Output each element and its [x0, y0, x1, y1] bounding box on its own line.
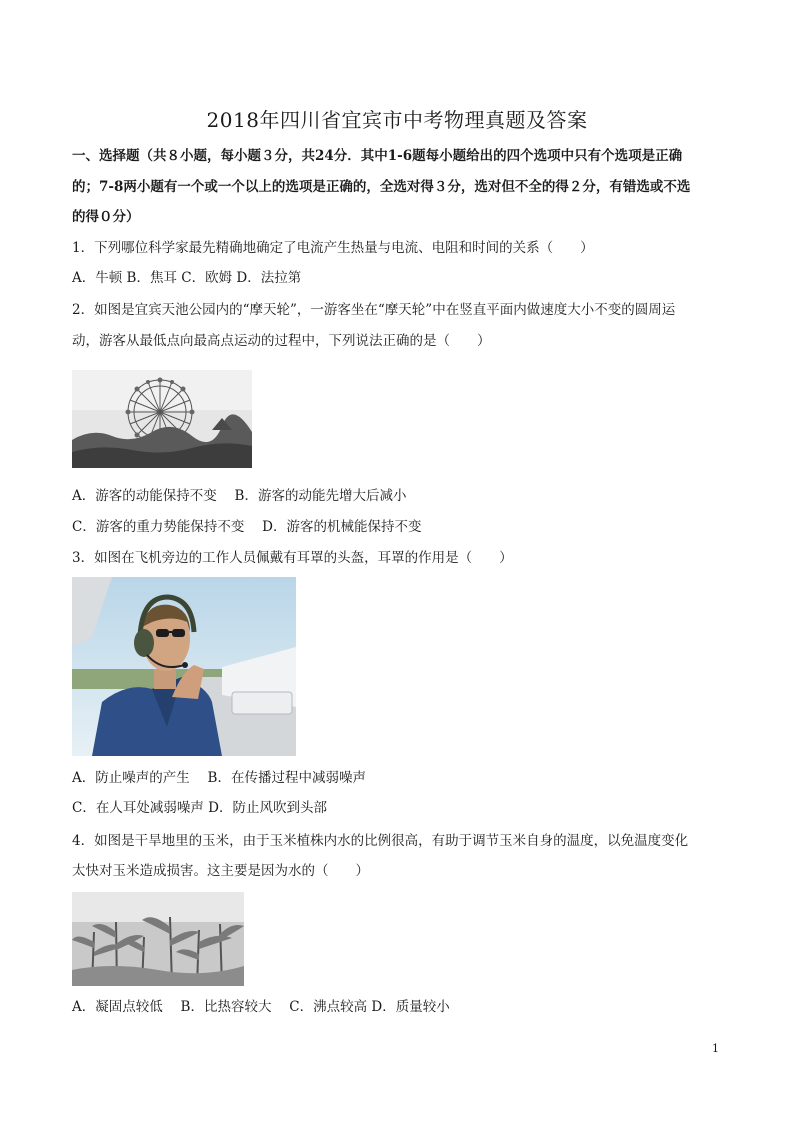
- question-4-stem-line-1: 4．如图是干旱地里的玉米，由于玉米植株内水的比例很高，有助于调节玉米自身的温度，以免温度变化: [72, 833, 689, 849]
- section-heading-line-1: 一、选择题（共８小题，每小题３分，共24分．其中1-6题每小题给出的四个选项中只有个选项是正确: [72, 148, 683, 164]
- pilot-headset-photo: [72, 577, 296, 756]
- question-1-stem: 1．下列哪位科学家最先精确地确定了电流产生热量与电流、电阻和时间的关系（ ）: [72, 240, 594, 256]
- question-2-stem-line-2: 动，游客从最低点向最高点运动的过程中，下列说法正确的是（ ）: [72, 333, 491, 349]
- question-3-options-line-2: C．在人耳处减弱噪声 D．防止风吹到头部: [72, 800, 327, 816]
- document-title: 2018年四川省宜宾市中考物理真题及答案: [206, 108, 588, 132]
- question-3-options-line-1: A．防止噪声的产生 B．在传播过程中减弱噪声: [72, 770, 366, 786]
- question-4-options: A．凝固点较低 B．比热容较大 C．沸点较高 D．质量较小: [72, 999, 450, 1015]
- question-4-stem-line-2: 太快对玉米造成损害。这主要是因为水的（ ）: [72, 863, 369, 879]
- section-heading-line-2: 的；7-8两小题有一个或一个以上的选项是正确的，全选对得３分，选对但不全的得２分，有错选或不选: [72, 179, 691, 195]
- cornfield-photo: [72, 892, 244, 986]
- question-1-options: A．牛顿 B．焦耳 C．欧姆 D．法拉第: [72, 270, 302, 286]
- question-2-stem-line-1: 2．如图是宜宾天池公园内的“摩天轮”，一游客坐在“摩天轮”中在竖直平面内做速度大小不变的圆周运: [72, 302, 676, 318]
- page-number: 1: [712, 1042, 719, 1055]
- question-2-options-line-1: A．游客的动能保持不变 B．游客的动能先增大后减小: [72, 488, 407, 504]
- section-heading-line-3: 的得０分）: [72, 209, 140, 225]
- question-2-options-line-2: C．游客的重力势能保持不变 D．游客的机械能保持不变: [72, 519, 422, 535]
- question-3-stem: 3．如图在飞机旁边的工作人员佩戴有耳罩的头盔，耳罩的作用是（ ）: [72, 550, 513, 566]
- ferris-wheel-photo: [72, 370, 252, 468]
